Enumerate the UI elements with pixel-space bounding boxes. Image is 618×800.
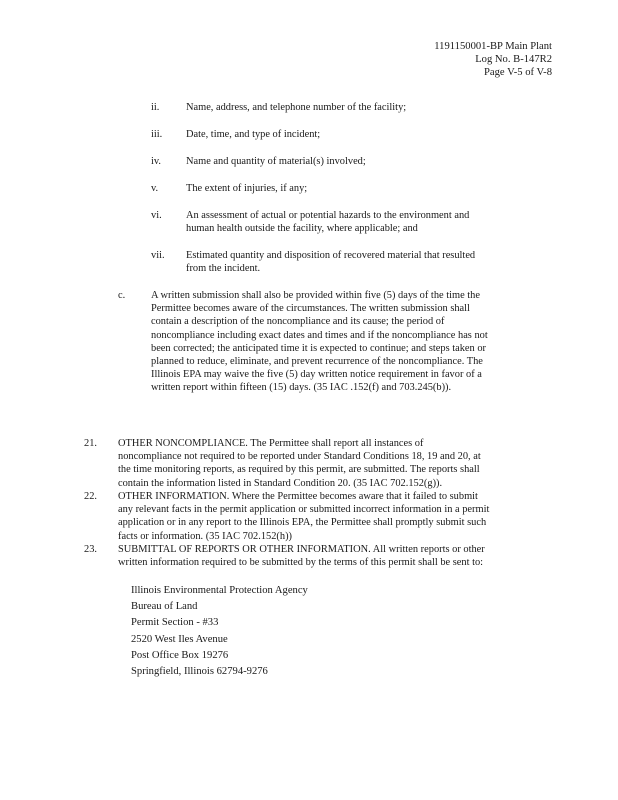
subitem-line: human health outside the facility, where applicable; and bbox=[186, 223, 418, 235]
section-line: OTHER INFORMATION. Where the Permittee becomes aware that it failed to submit bbox=[118, 491, 478, 502]
section-number: 22. bbox=[84, 491, 97, 502]
header-log-number: Log No. B-147R2 bbox=[475, 54, 552, 65]
section-line: SUBMITTAL OF REPORTS OR OTHER INFORMATION. All written reports or other bbox=[118, 544, 485, 555]
item-c-letter: c. bbox=[118, 290, 126, 301]
subitem-number: ii. bbox=[151, 102, 160, 113]
section-line: any relevant facts in the permit application or submitted incorrect information in a permit bbox=[118, 504, 490, 516]
address-street: 2520 West Iles Avenue bbox=[131, 633, 228, 645]
subitem-line: An assessment of actual or potential hazards to the environment and bbox=[186, 210, 470, 221]
section-line: contain the information listed in Standard Condition 20. (35 IAC 702.152(g)). bbox=[118, 477, 443, 489]
address-bureau: Bureau of Land bbox=[131, 601, 198, 613]
header-permit-id: 1191150001-BP Main Plant bbox=[434, 41, 552, 52]
address-agency: Illinois Environmental Protection Agency bbox=[131, 585, 308, 596]
item-c-line: been corrected; the anticipated time it is expected to continue; and steps taken or bbox=[151, 342, 486, 354]
item-c-line: written report within fifteen (15) days. (35 IAC .152(f) and 703.245(b)). bbox=[151, 382, 452, 394]
subitem-line: Name, address, and telephone number of the facility; bbox=[186, 102, 407, 113]
subitem-line: Estimated quantity and disposition of recovered material that resulted bbox=[186, 250, 476, 261]
section-line: facts or information. (35 IAC 702.152(h)) bbox=[118, 530, 293, 542]
header-page-number: Page V-5 of V-8 bbox=[484, 67, 552, 78]
section-line: written information required to be submitted by the terms of this permit shall be sent to: bbox=[118, 557, 484, 569]
item-c-line: Permittee becomes aware of the circumstances. The written submission shall bbox=[151, 303, 470, 315]
mailing-address bbox=[131, 583, 308, 680]
subitem-number: iii. bbox=[151, 129, 163, 140]
item-c-line: Illinois EPA may waive the five (5) day written notice requirement in favor of a bbox=[151, 369, 482, 381]
section-number: 21. bbox=[84, 438, 97, 449]
address-po-box: Post Office Box 19276 bbox=[131, 649, 229, 661]
subitem-line: The extent of injuries, if any; bbox=[186, 183, 308, 194]
page-header bbox=[434, 40, 552, 79]
subitem-line: Name and quantity of material(s) involved; bbox=[186, 156, 366, 167]
subitem-line: Date, time, and type of incident; bbox=[186, 129, 321, 140]
section-line: OTHER NONCOMPLIANCE. The Permittee shall report all instances of bbox=[118, 438, 424, 449]
section-number: 23. bbox=[84, 544, 97, 555]
section-line: application or in any report to the Illinois EPA, the Permittee shall promptly submit such bbox=[118, 517, 487, 529]
address-city-state-zip: Springfield, Illinois 62794-9276 bbox=[131, 666, 268, 678]
item-c-line: contain a description of the noncompliance and its cause; the period of bbox=[151, 316, 445, 328]
subitem-number: iv. bbox=[151, 156, 162, 167]
subitem-line: from the incident. bbox=[186, 263, 261, 275]
item-c-line: A written submission shall also be provided within five (5) days of the time the bbox=[151, 290, 480, 301]
item-c-line: noncompliance including exact dates and times and if the noncompliance has not bbox=[151, 329, 488, 341]
address-section: Permit Section - #33 bbox=[131, 617, 219, 629]
item-c-line: planned to reduce, eliminate, and prevent recurrence of the noncompliance. The bbox=[151, 356, 483, 368]
subitem-number: vi. bbox=[151, 210, 162, 221]
subitem-number: vii. bbox=[151, 250, 165, 261]
subitem-number: v. bbox=[151, 183, 159, 194]
section-line: noncompliance not required to be reported under Standard Conditions 18, 19 and 20, at bbox=[118, 451, 481, 463]
section-line: the time monitoring reports, as required by this permit, are submitted. The reports shall bbox=[118, 464, 480, 476]
